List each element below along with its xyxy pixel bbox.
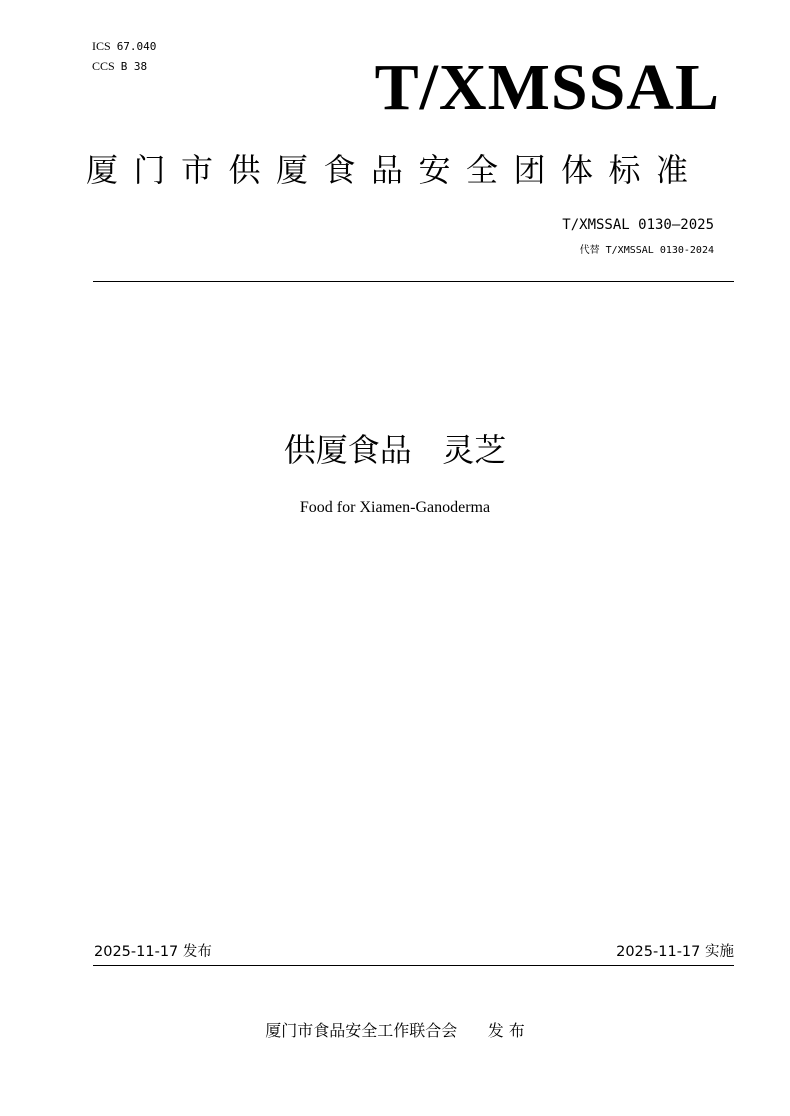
issuer: 厦门市食品安全工作联合会 发 布 [265, 1021, 525, 1040]
ccs-code [92, 58, 147, 75]
implement-date: 2025-11-17 实施 [616, 944, 734, 960]
ccs-value: B 38 [120, 60, 148, 73]
bottom-divider [93, 965, 734, 966]
ics-code [92, 38, 156, 55]
document-title-en: Food for Xiamen-Ganoderma [299, 499, 491, 516]
standard-number: T/XMSSAL 0130—2025 [562, 217, 714, 233]
publish-date: 2025-11-17 发布 [94, 944, 212, 960]
org-heading: 厦门市供厦食品安全团体标准 [86, 151, 704, 189]
ccs-label: CCS [92, 59, 115, 73]
ics-label: ICS [92, 39, 111, 53]
ics-value: 67.040 [116, 40, 157, 53]
brand-logo-text: T/XMSSAL [374, 51, 720, 124]
document-title-zh: 供厦食品 灵芝 [283, 431, 507, 469]
replaces-standard: 代替 T/XMSSAL 0130-2024 [579, 245, 714, 256]
top-divider [93, 281, 734, 282]
